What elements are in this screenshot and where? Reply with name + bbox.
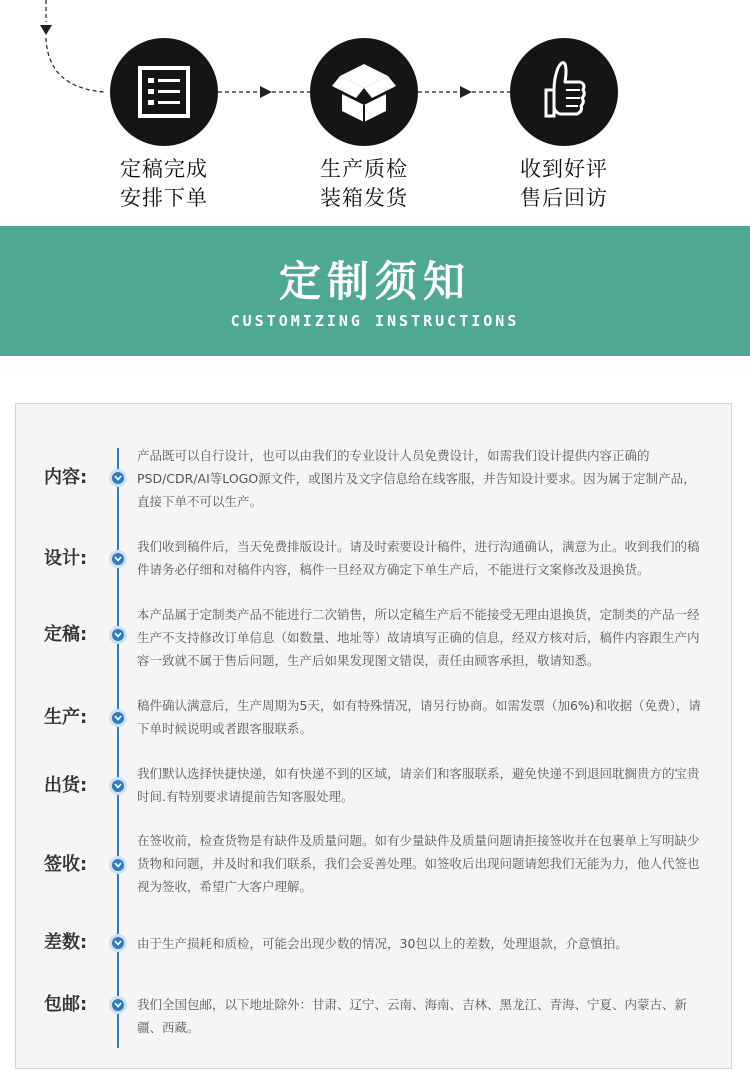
chevron-down-icon: [109, 469, 127, 487]
notice-text: 稿件确认满意后，生产周期为5天，如有特殊情况，请另行协商。如需发票（加6%)和收据（免费），请下单时候说明或者跟客服联系。: [137, 698, 701, 736]
notice-key: 签收:: [44, 854, 88, 875]
notice-key: 定稿:: [44, 624, 88, 645]
notice-key: 差数:: [44, 932, 88, 953]
list-icon: [110, 38, 218, 146]
step-circle: [510, 38, 618, 146]
step-label: 收到好评 售后回访: [520, 157, 608, 210]
chevron-down-icon: [109, 934, 127, 952]
step-circle: [310, 38, 418, 146]
process-flow: [0, 0, 750, 226]
notice-key: 设计:: [44, 548, 88, 569]
section-banner: [0, 226, 750, 356]
notice-key: 内容:: [44, 467, 88, 488]
notice-text: 本产品属于定制类产品不能进行二次销售，所以定稿生产后不能接受无理由退换货，定制类的产品一经生产不支持修改订单信息（如数量、地址等）故请填写正确的信息，经双方核对后，稿件内容跟生产内容一致就不属于售后问题，生产后如果发现图文错误，责任由顾客承担，敬请知悉。: [137, 607, 700, 668]
chevron-down-icon: [109, 709, 127, 727]
step-label: 定稿完成 安排下单: [120, 157, 208, 210]
thumbs-up-icon: [510, 38, 618, 146]
chevron-down-icon: [109, 996, 127, 1014]
notice-text: 我们默认选择快捷快递，如有快递不到的区域，请亲们和客服联系，避免快递不到退回耽搁贵方的宝贵时间.有特别要求请提前告知客服处理。: [137, 766, 700, 804]
chevron-down-icon: [109, 856, 127, 874]
notice-panel: [15, 403, 732, 1069]
notice-text: 我们全国包邮，以下地址除外：甘肃、辽宁、云南、海南、吉林、黑龙江、青海、宁夏、内蒙古、新疆、西藏。: [137, 997, 688, 1035]
notice-key: 生产:: [44, 707, 88, 728]
notice-text: 在签收前，检查货物是有缺件及质量问题。如有少量缺件及质量问题请拒接签收并在包裹单上写明缺少货物和问题，并及时和我们联系，我们会妥善处理。如签收后出现问题请恕我们无能为力，他人代签也视为签收，希望广大客户理解。: [137, 833, 700, 894]
arrow-down-icon: [40, 25, 52, 35]
flow-step-feedback: [484, 38, 644, 213]
banner-title: 定制须知: [278, 257, 471, 306]
timeline-line: [117, 448, 119, 1048]
notice-text: 产品既可以自行设计，也可以由我们的专业设计人员免费设计，如需我们设计提供内容正确的PSD/CDR/AI等LOGO源文件，或图片及文字信息给在线客服，并告知设计要求。因为属于定制产品，直接下单不可以生产。: [137, 448, 696, 509]
notice-key: 包邮:: [44, 994, 88, 1015]
notice-key: 出货:: [44, 775, 88, 796]
flow-step-production: [284, 38, 444, 213]
banner-subtitle: CUSTOMIZING INSTRUCTIONS: [230, 312, 520, 330]
arrow-right-icon: [260, 86, 272, 98]
arrow-right-icon: [460, 86, 472, 98]
notice-text: 我们收到稿件后，当天免费排版设计。请及时索要设计稿件，进行沟通确认，满意为止。收到我们的稿件请务必仔细和对稿件内容，稿件一旦经双方确定下单生产后，不能进行文案修改及退换货。: [137, 539, 700, 577]
notice-text: 由于生产损耗和质检，可能会出现少数的情况，30包以上的差数，处理退款，介意慎拍。: [137, 936, 628, 951]
chevron-down-icon: [109, 550, 127, 568]
step-circle: [110, 38, 218, 146]
step-label: 生产质检 装箱发货: [320, 157, 408, 210]
chevron-down-icon: [109, 626, 127, 644]
chevron-down-icon: [109, 777, 127, 795]
flow-step-confirm-order: [84, 38, 244, 213]
box-icon: [310, 38, 418, 146]
